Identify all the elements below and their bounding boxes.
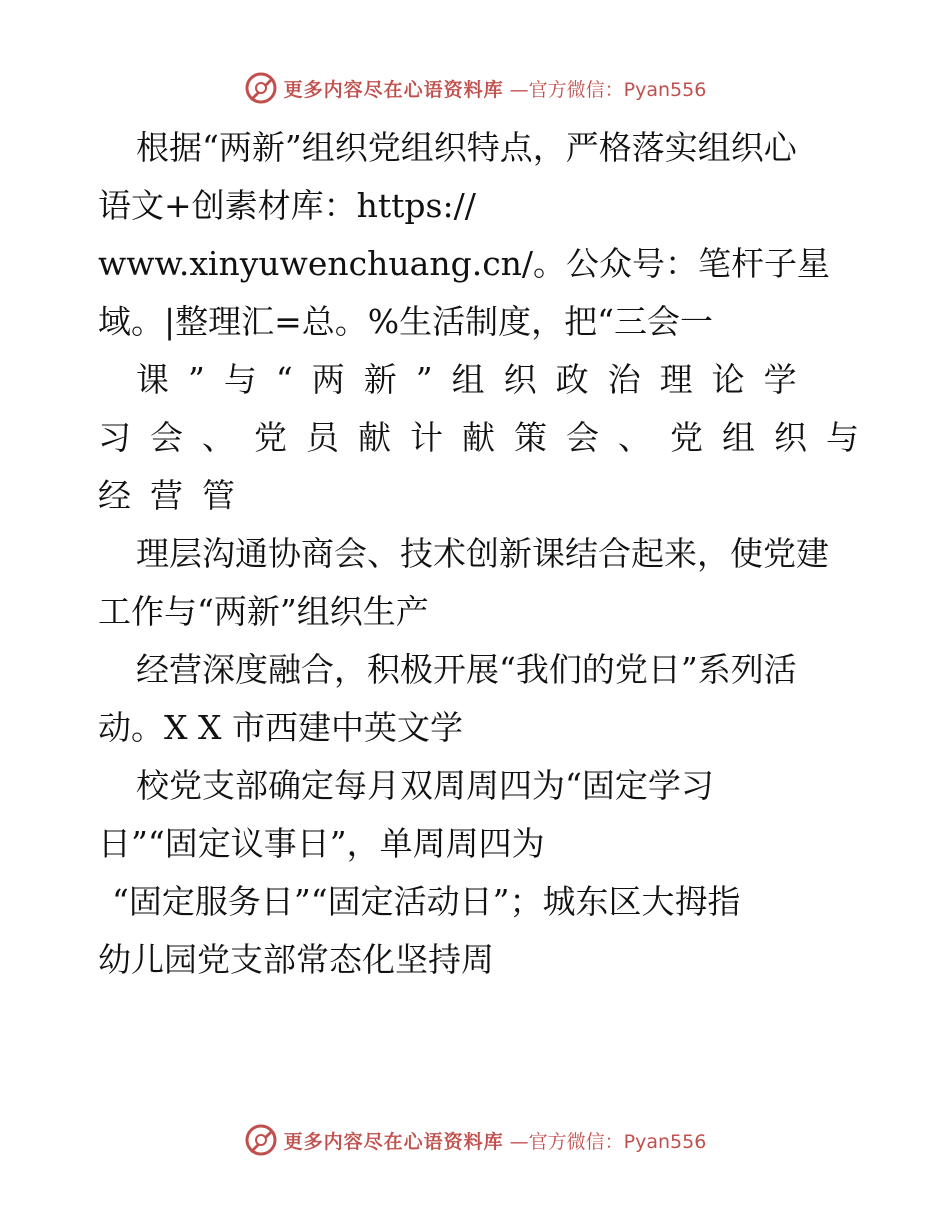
pen-logo-icon <box>244 71 278 105</box>
text-line-12: 校党支部确定每月双周周四为“固定学习 <box>136 766 714 805</box>
text-line-5: 课”与“两新”组织政治理论学 <box>136 360 816 399</box>
text-line-10: 经营深度融合，积极开展“我们的党日”系列活 <box>136 650 797 689</box>
footer-banner <box>0 1122 950 1158</box>
pen-logo-icon <box>244 1123 278 1157</box>
text-line-14: “固定服务日”“固定活动日”；城东区大拇指 <box>112 882 741 921</box>
text-line-11: 动。X X 市西建中英文学 <box>98 708 463 747</box>
footer-wechat-text: —官方微信：Pyan556 <box>509 1130 707 1153</box>
footer-site-text: 更多内容尽在心语资料库 <box>283 1130 504 1153</box>
text-line-15: 幼儿园党支部常态化坚持周 <box>98 940 494 979</box>
header-banner <box>0 70 950 106</box>
text-line-4: 域。|整理汇=总。%生活制度，把“三会一 <box>98 302 713 341</box>
text-line-1: 根据“两新”组织党组织特点，严格落实组织心 <box>136 128 797 167</box>
text-line-6: 习会、党员献计献策会、党组织与 <box>98 418 878 457</box>
text-line-7: 经营管 <box>98 476 254 515</box>
text-line-9: 工作与“两新”组织生产 <box>98 592 429 631</box>
text-line-13: 日”“固定议事日”，单周周四为 <box>98 824 545 863</box>
header-site-text: 更多内容尽在心语资料库 <box>283 78 504 101</box>
text-line-3: www.xinyuwenchuang.cn/。公众号：笔杆子星 <box>98 244 831 283</box>
text-line-2: 语文+创素材库：https:// <box>98 186 476 225</box>
header-wechat-text: —官方微信：Pyan556 <box>509 78 707 101</box>
text-line-8: 理层沟通协商会、技术创新课结合起来，使党建 <box>136 534 829 573</box>
